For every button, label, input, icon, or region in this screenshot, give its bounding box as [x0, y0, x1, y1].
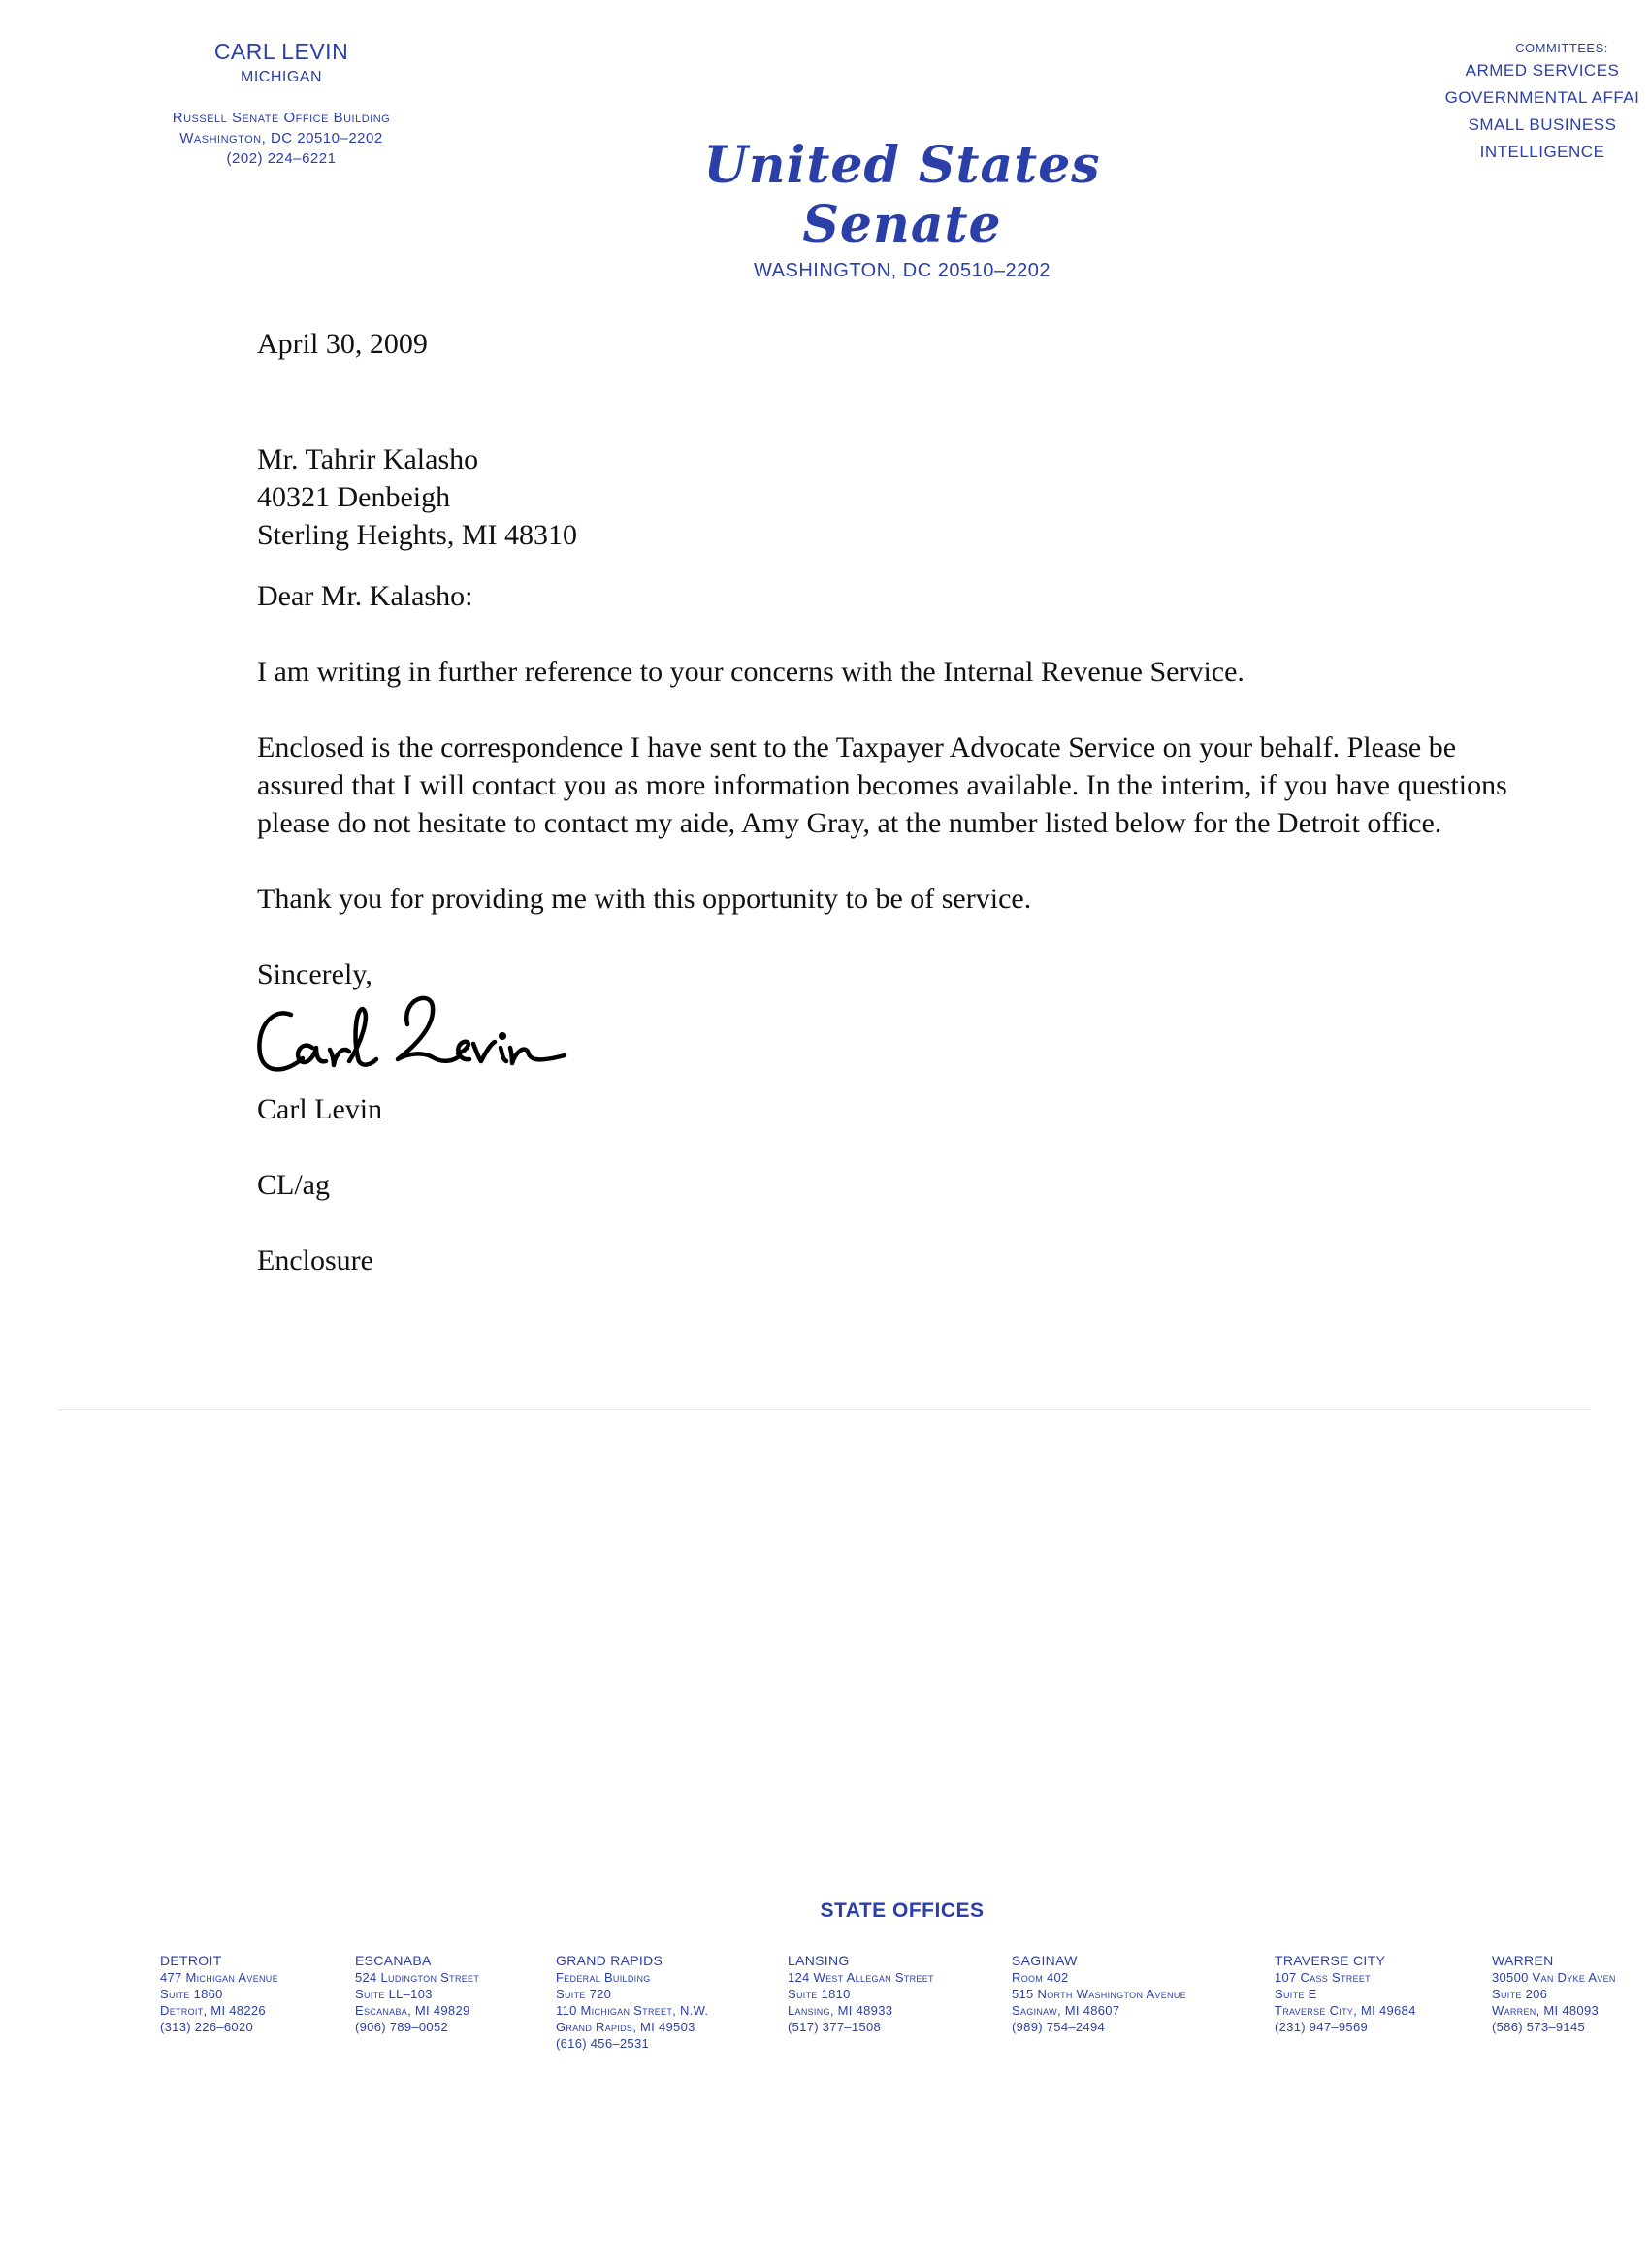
- signer-name: Carl Levin: [257, 1093, 383, 1125]
- institution-block: [621, 136, 1183, 282]
- office-line: Traverse City, MI 49684: [1275, 2003, 1416, 2018]
- senator-block: [136, 39, 427, 169]
- enclosure-note: Enclosure: [257, 1245, 373, 1277]
- office-saginaw: [1012, 1953, 1186, 2035]
- office-line: 477 Michigan Avenue: [160, 1970, 278, 1985]
- committee-item: GOVERNMENTAL AFFAI: [1444, 88, 1640, 107]
- office-traverse-city: [1275, 1953, 1416, 2035]
- office-line: Grand Rapids, MI 49503: [556, 2020, 695, 2034]
- office-phone: (616) 456–2531: [556, 2036, 649, 2051]
- letter-date: April 30, 2009: [257, 328, 428, 360]
- office-line: Saginaw, MI 48607: [1012, 2003, 1120, 2018]
- office-lansing: [788, 1953, 934, 2035]
- office-phone: (989) 754–2494: [1012, 2020, 1105, 2034]
- office-line: Suite E: [1275, 1987, 1317, 2001]
- state-offices-title: STATE OFFICES: [820, 1899, 985, 1922]
- paragraph-3: Thank you for providing me with this opportunity to be of service.: [257, 883, 1032, 915]
- office-phone: (906) 789–0052: [355, 2020, 448, 2034]
- office-building: Russell Senate Office Building: [172, 110, 391, 126]
- office-line: Federal Building: [556, 1970, 651, 1985]
- committee-item: ARMED SERVICES: [1465, 61, 1620, 80]
- salutation: Dear Mr. Kalasho:: [257, 580, 473, 612]
- office-city-name: ESCANABA: [355, 1953, 432, 1968]
- office-city-name: GRAND RAPIDS: [556, 1953, 663, 1968]
- recipient-name: Mr. Tahrir Kalasho: [257, 443, 479, 475]
- handwritten-signature: [252, 986, 572, 1092]
- office-line: 515 North Washington Avenue: [1012, 1987, 1186, 2001]
- office-phone: (586) 573–9145: [1492, 2020, 1585, 2034]
- committee-item: INTELLIGENCE: [1479, 143, 1605, 161]
- office-address: [136, 108, 427, 169]
- office-line: Suite 206: [1492, 1987, 1548, 2001]
- office-phone: (313) 226–6020: [160, 2020, 253, 2034]
- office-line: 524 Ludington Street: [355, 1970, 480, 1985]
- paragraph-2: Enclosed is the correspondence I have sent to the Taxpayer Advocate Service on your behalf. Please be assured that I will contact you as more information becomes available. In the interim, if you have questions please do not hesitate to contact my aide, Amy Gray, at the number listed below for the Detroit office.: [257, 731, 1507, 839]
- office-city-name: TRAVERSE CITY: [1275, 1953, 1386, 1968]
- office-city-name: LANSING: [788, 1953, 850, 1968]
- paragraph-1: I am writing in further reference to your concerns with the Internal Revenue Service.: [257, 656, 1245, 688]
- office-line: Room 402: [1012, 1970, 1069, 1985]
- senator-name: CARL LEVIN: [213, 39, 349, 64]
- office-line: 107 Cass Street: [1275, 1970, 1371, 1985]
- recipient-city: Sterling Heights, MI 48310: [257, 519, 577, 551]
- office-line: Detroit, MI 48226: [160, 2003, 266, 2018]
- initials: CL/ag: [257, 1169, 330, 1201]
- recipient-address: [257, 440, 1518, 554]
- office-line: Suite 1810: [788, 1987, 851, 2001]
- office-line: Lansing, MI 48933: [788, 2003, 893, 2018]
- office-warren: [1492, 1953, 1637, 2035]
- institution-name: United States Senate: [703, 136, 1101, 254]
- committees-heading: COMMITTEES:: [1515, 41, 1608, 55]
- office-city-name: SAGINAW: [1012, 1953, 1078, 1968]
- office-city: Washington, DC 20510–2202: [179, 130, 383, 146]
- office-phone: (202) 224–6221: [226, 150, 337, 167]
- office-line: Warren, MI 48093: [1492, 2003, 1600, 2018]
- senator-state: MICHIGAN: [241, 69, 322, 85]
- fold-line: [58, 1409, 1591, 1410]
- office-line: Suite 1860: [160, 1987, 223, 2001]
- office-line: Suite LL–103: [355, 1987, 433, 2001]
- office-line: 110 Michigan Street, N.W.: [556, 2003, 709, 2018]
- recipient-street: 40321 Denbeigh: [257, 481, 451, 513]
- office-city-name: WARREN: [1492, 1953, 1554, 1968]
- office-phone: (517) 377–1508: [788, 2020, 881, 2034]
- office-escanaba: [355, 1953, 479, 2035]
- office-line: 124 West Allegan Street: [788, 1970, 934, 1985]
- office-grand-rapids: [556, 1953, 708, 2052]
- committees-list: [1397, 57, 1649, 166]
- letter-body: [257, 325, 1518, 1280]
- signature-area: [257, 993, 1518, 1090]
- office-line: Escanaba, MI 49829: [355, 2003, 470, 2018]
- office-line: Suite 720: [556, 1987, 612, 2001]
- office-city-name: DETROIT: [160, 1953, 222, 1968]
- institution-city: WASHINGTON, DC 20510–2202: [754, 260, 1051, 281]
- closing: Sincerely,: [257, 958, 372, 990]
- committees-block: [1397, 41, 1649, 166]
- office-detroit: [160, 1953, 278, 2035]
- committee-item: SMALL BUSINESS: [1468, 115, 1617, 134]
- office-phone: (231) 947–9569: [1275, 2020, 1368, 2034]
- office-line: 30500 Van Dyke Aven: [1492, 1970, 1616, 1985]
